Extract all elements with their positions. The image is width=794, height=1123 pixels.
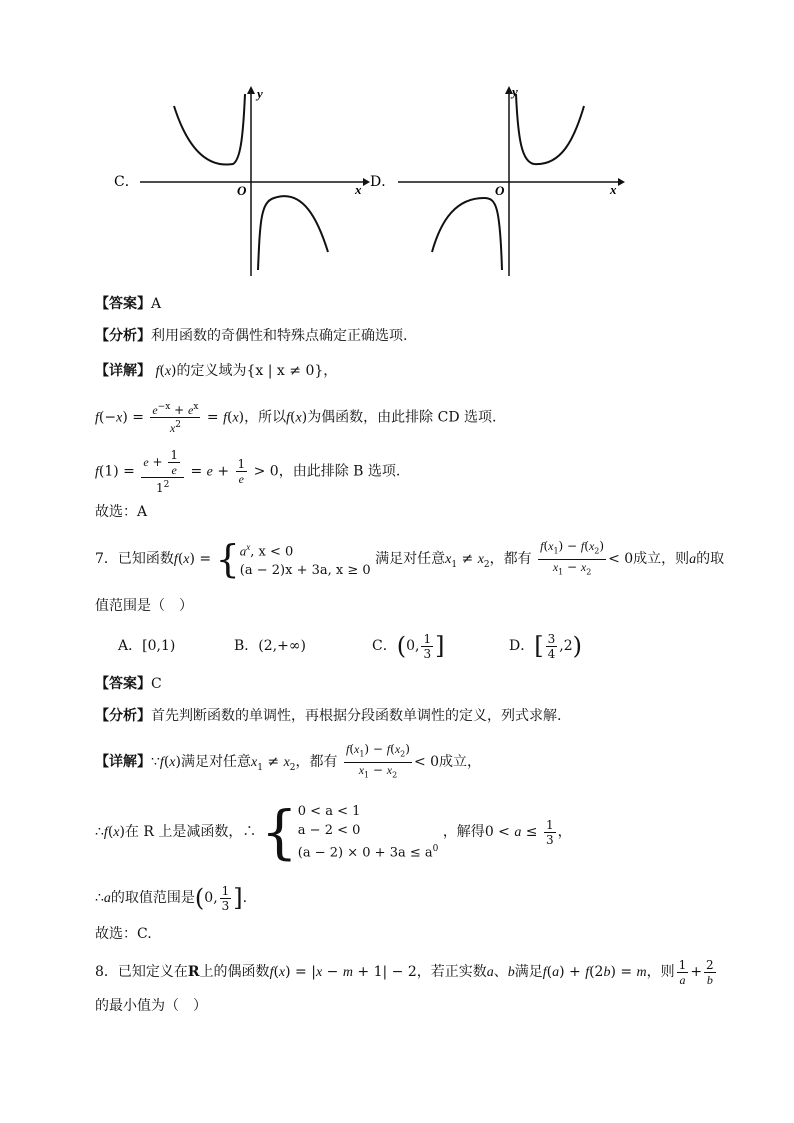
q6-detail-even: f(−x) = $\frac{e^{-x} + e^x}{x^2}$ = f(x)，所以f(x)为偶函数，由此排除 CD 选项. bbox=[95, 402, 497, 435]
q8-number: 8． bbox=[95, 964, 118, 980]
q6-detail-domain: 【详解】 f(x)的定义域为{x | x ≠ 0}， bbox=[95, 363, 338, 379]
graph-d-y-label: y bbox=[512, 84, 518, 99]
q6-answer: 【答案】A bbox=[95, 296, 162, 312]
q7-answer: 【答案】C bbox=[95, 676, 162, 692]
graph-c-y-arrow bbox=[247, 86, 255, 94]
graph-c-label: C． bbox=[114, 174, 139, 190]
graph-c-origin: O bbox=[237, 183, 247, 198]
q7-number: 7． bbox=[95, 551, 118, 568]
q7-option-b[interactable]: B．(2,+∞) bbox=[234, 638, 306, 654]
q6-analysis: 【分析】利用函数的奇偶性和特殊点确定正确选项. bbox=[95, 328, 408, 344]
graph-d bbox=[366, 80, 631, 280]
q7-option-c[interactable]: C．(0, $\frac{1}{3}$ ] bbox=[372, 631, 445, 661]
q8-stem-line1: 8．已知定义在R上的偶函数f(x) = |x − m + 1| − 2，若正实数a、b满足f(a) + f(2b) = m，则 $\frac{1}{a}$ + $\frac{2}{b}$ bbox=[95, 957, 714, 987]
q7-conclusion: 故选：C. bbox=[95, 926, 152, 942]
q7-analysis: 【分析】首先判断函数的单调性，再根据分段函数单调性的定义，列式求解. bbox=[95, 708, 562, 724]
graph-d-label: D． bbox=[370, 174, 396, 190]
q7-stem-line1: 7．已知函数f(x) = { $a^x$, x < 0 (a − 2)x + 3a, x ≥ 0 满足对任意$x_1 \ne x_2$，都有 $\frac{f(x_1) - f(x_2)}{x_1 - x_2}$ < 0成立，则a的取 bbox=[95, 537, 725, 582]
graph-d-x-label: x bbox=[610, 182, 617, 197]
q7-option-a[interactable]: A．[0,1) bbox=[118, 638, 176, 654]
q6-conclusion: 故选：A bbox=[95, 504, 148, 520]
q7-detail-2: ∴f(x)在 R 上是减函数，∴ { 0 < a < 1 a − 2 < 0 $(a - 2) \times 0 + 3a \le a^0$ ，解得0 < a ≤ $\frac{1}{3}$ ， bbox=[95, 797, 572, 866]
graph-c-curve-right bbox=[258, 196, 328, 270]
q7-option-d[interactable]: D．[ $\frac{3}{4}$ ,2) bbox=[509, 631, 582, 661]
graph-c-x-label: x bbox=[355, 182, 362, 197]
analysis-tag: 【分析】 bbox=[95, 328, 151, 344]
graph-d-curve-right bbox=[516, 94, 584, 164]
q6-detail-f1: f(1) = e + $\frac{1}{e}$ $1^2$ = e + $\frac{1}{e}$ > 0，由此排除 B 选项. bbox=[95, 448, 401, 495]
answer-tag: 【答案】 bbox=[95, 296, 151, 312]
q7-detail-3: ∴a的取值范围是(0, $\frac{1}{3}$ ]. bbox=[95, 883, 248, 913]
graph-d-origin: O bbox=[495, 183, 505, 198]
graph-d-x-arrow bbox=[618, 178, 625, 186]
graph-d-curve-left bbox=[432, 198, 502, 270]
detail-tag: 【详解】 bbox=[95, 363, 151, 379]
graph-c-curve-left bbox=[174, 94, 245, 165]
q7-detail-1: 【详解】∵f(x)满足对任意$x_1 \ne x_2$，都有 $\frac{f(x_1) - f(x_2)}{x_1 - x_2}$ < 0成立， bbox=[95, 742, 482, 779]
graph-c-y-label: y bbox=[257, 86, 263, 101]
q8-stem-line2: 的最小值为（ ） bbox=[95, 998, 207, 1014]
q7-stem-line2: 值范围是（ ） bbox=[95, 598, 193, 614]
graph-c bbox=[108, 80, 373, 280]
